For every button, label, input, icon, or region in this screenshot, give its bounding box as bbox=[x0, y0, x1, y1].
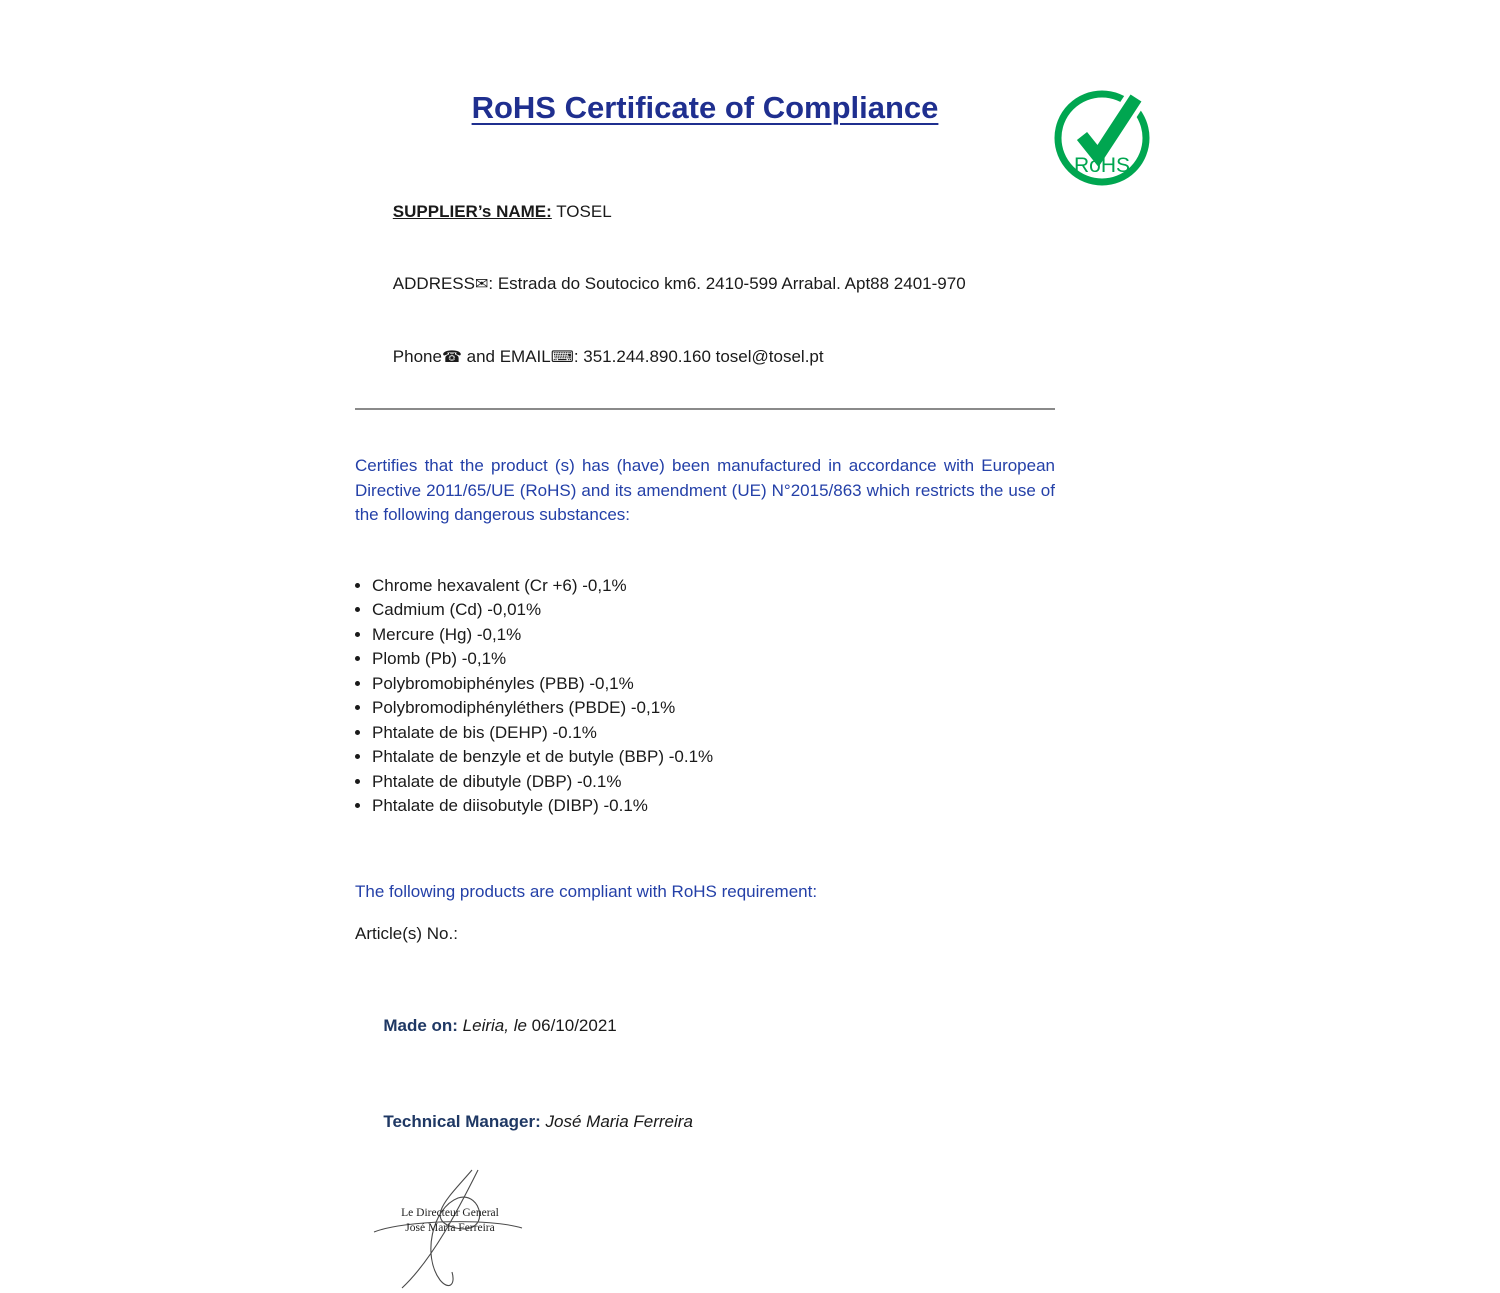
phone-label: Phone bbox=[392, 347, 442, 366]
supplier-block bbox=[355, 176, 1055, 394]
made-on-date: 06/10/2021 bbox=[526, 1016, 617, 1035]
document-body bbox=[355, 176, 1055, 1293]
rohs-compliance-logo bbox=[1050, 80, 1160, 190]
compliance-line: The following products are compliant with RoHS requirement: bbox=[355, 882, 818, 901]
substance-item: • Phtalate de dibutyle (DBP) -0.1% bbox=[372, 770, 1055, 794]
rohs-logo-graphic bbox=[1050, 80, 1160, 190]
signature-block bbox=[360, 1168, 540, 1293]
substance-item: • Polybromodiphényléthers (PBDE) -0,1% bbox=[372, 696, 1055, 720]
substance-item: • Phtalate de bis (DEHP) -0.1% bbox=[372, 721, 1055, 745]
address-label: ADDRESS bbox=[392, 274, 475, 293]
email-label: and EMAIL bbox=[461, 347, 551, 366]
substance-item: • Phtalate de benzyle et de butyle (BBP) -0.1% bbox=[372, 745, 1055, 769]
supplier-name-line bbox=[355, 176, 1055, 248]
contact-value: : 351.244.890.160 tosel@tosel.pt bbox=[573, 347, 824, 366]
substance-item: • Mercure (Hg) -0,1% bbox=[372, 623, 1055, 647]
technical-manager-line bbox=[355, 1086, 1055, 1158]
rohs-logo-label: RoHS bbox=[1073, 154, 1131, 177]
substance-item: • Phtalate de diisobutyle (DIBP) -0.1% bbox=[372, 794, 1055, 818]
supplier-address-line bbox=[355, 248, 1055, 321]
substance-item: • Plomb (Pb) -0,1% bbox=[372, 647, 1055, 671]
made-on-line bbox=[355, 990, 1055, 1062]
signature-caption-line2: José Maria Ferreira bbox=[405, 1222, 495, 1234]
address-value: : Estrada do Soutocico km6. 2410-599 Arrabal. Apt88 2401-970 bbox=[488, 274, 966, 293]
envelope-icon: ✉ bbox=[474, 276, 489, 293]
made-on-place: Leiria, le bbox=[457, 1016, 527, 1035]
substance-item: • Polybromobiphényles (PBB) -0,1% bbox=[372, 672, 1055, 696]
divider-line bbox=[355, 408, 1055, 410]
articles-label: Article(s) No.: bbox=[355, 924, 458, 943]
certification-statement: Certifies that the product (s) has (have) been manufactured in accordance with European Directive 2011/65/UE (RoHS) and its amendment (UE) N°2015/863 which restricts the use of the following dangerous substances: bbox=[355, 456, 1055, 524]
supplier-name-value: TOSEL bbox=[551, 202, 612, 221]
made-on-label: Made on: bbox=[383, 1016, 458, 1035]
substance-item: • Chrome hexavalent (Cr +6) -0,1% bbox=[372, 574, 1055, 598]
phone-icon: ☎ bbox=[441, 349, 462, 366]
substances-list bbox=[355, 574, 1055, 819]
computer-icon: ⌨ bbox=[550, 349, 574, 366]
technical-manager-name: José Maria Ferreira bbox=[540, 1112, 693, 1131]
supplier-contact-line bbox=[355, 321, 1055, 394]
supplier-name-label: SUPPLIER’s NAME: bbox=[392, 202, 552, 221]
substance-item: • Cadmium (Cd) -0,01% bbox=[372, 598, 1055, 622]
page-title: RoHS Certificate of Compliance bbox=[471, 90, 939, 125]
technical-manager-label: Technical Manager: bbox=[383, 1112, 541, 1131]
signature-caption bbox=[360, 1206, 540, 1236]
signature-caption-line1: Le Directeur General bbox=[401, 1207, 499, 1219]
